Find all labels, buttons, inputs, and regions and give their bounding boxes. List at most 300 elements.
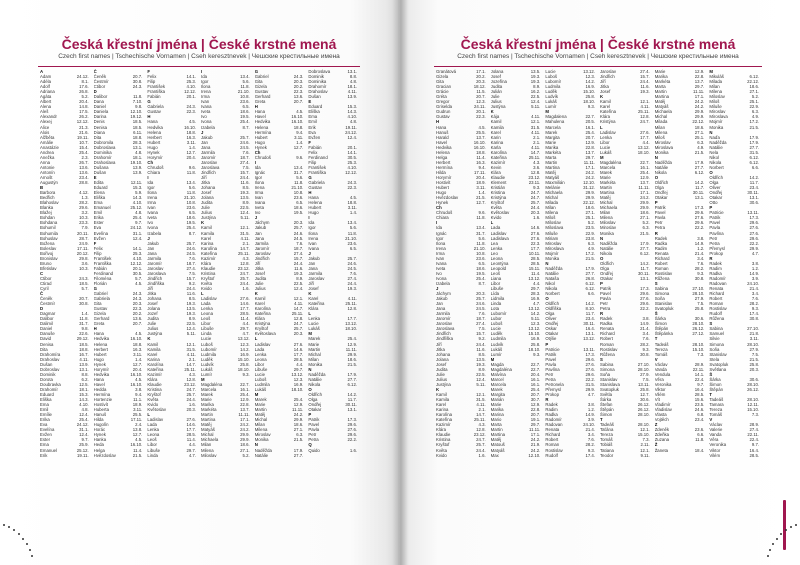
first-name: Jakub [201,134,213,140]
first-name: Hugo [308,210,319,216]
first-name: Dušana [93,164,109,170]
decorative-dot [18,533,20,535]
name-day-date: 24.4. [240,174,250,180]
first-name: Kamil [436,392,447,397]
first-name: Stanislav [709,351,727,357]
first-name: Miloslav [709,94,725,100]
name-day-date: 18.7. [293,245,304,251]
name-day-date: 3.11. [347,205,358,211]
name-day-date: 12.4. [476,376,486,382]
first-name: Lenka [600,134,612,140]
first-name: Fabián [93,265,107,271]
name-day-date: 9.6. [296,154,304,160]
first-name: Ch [436,205,442,211]
first-name: Horymír [436,174,452,180]
first-name: Jan [436,301,443,307]
name-day-date: 29.9. [585,190,596,196]
name-day-date: 23.12. [237,265,250,271]
name-day-date: 2.3. [81,154,89,160]
first-name: Pavel [545,356,557,362]
first-name: Jiří [147,286,154,292]
first-name: S [600,356,603,362]
name-day-date: 5.9. [135,190,143,196]
first-name: Gizela [436,74,449,80]
name-day-date: 22.2. [749,240,760,246]
first-name: Svatopluk [709,361,729,367]
name-day-date: 27.4. [640,69,650,74]
name-day-date: 11.4. [476,154,486,160]
name-day-date: 28.10. [747,381,760,387]
first-name: Petra [308,437,319,443]
first-name: J [436,286,439,292]
first-name: Ida [254,164,261,170]
first-name: Eduard [40,392,54,397]
first-name: Drahomír [308,84,327,90]
name-day-date: 12.1. [640,447,650,453]
name-day-date: 4.3. [188,371,197,377]
name-day-date: 30.7. [530,397,541,403]
first-name: Kryštof [254,326,269,332]
name-day-date: 12.4. [79,432,89,438]
name-day-date: 25.3. [132,250,143,256]
name-day-date: 11.6. [240,180,250,186]
name-day-date: 16.3. [132,346,143,352]
name-column [199,69,253,547]
name-day-date: 20.3. [186,407,197,413]
name-day-date: 27.9. [694,296,705,302]
first-name: Pavel [709,220,721,226]
first-name: Miloslav [600,220,616,226]
first-name: Kvido [490,215,502,221]
name-day-date: 16.10. [130,371,143,377]
name-day-date: 10.8. [186,200,197,206]
first-name: Kateřina [600,109,617,115]
name-day-date: 22.5. [186,321,197,327]
first-name: Miriam [545,235,559,241]
first-name: Patrik [709,215,721,221]
first-name: Libor [254,361,265,367]
first-name: Natálie [308,376,322,382]
first-name: Cyril [40,286,49,292]
name-day-date: 7.6. [587,437,596,443]
name-day-date: 11.7. [749,180,760,186]
first-name: Matěj [201,422,212,428]
name-day-date: 4.10. [186,84,197,90]
name-day-date: 17.11. [130,417,143,423]
name-day-date: 12.12. [345,169,358,175]
first-name: Karina [490,139,504,145]
name-day-date: 11.4. [240,316,250,322]
first-name: Bohumil [40,225,56,231]
name-day-date: 12.9. [640,174,650,180]
first-name: Petr [308,432,317,438]
name-day-date: 30.11. [638,270,650,276]
name-day-date: 20.3. [476,79,486,85]
name-day-date: 19.11. [77,134,89,140]
first-name: Julie [254,280,264,286]
name-day-date: 18.10. [528,346,541,352]
name-day-date: 12.9. [585,139,596,145]
first-name: F [147,69,150,74]
name-day-date: 5.2. [587,220,596,226]
first-name: Rostislav [545,447,563,453]
first-name: Roman [600,341,614,347]
first-name: Jolana [201,195,214,201]
first-name: Oliver [709,185,721,191]
name-day-date: 11.8. [695,437,705,443]
first-name: Klára [436,427,447,433]
name-day-date: 9.3. [587,447,596,453]
first-name: Irma [147,200,156,206]
name-day-date: 17.3. [640,286,650,292]
name-day-date: 10.8. [240,94,250,100]
name-day-date: 13.7. [640,180,650,186]
name-day-date: 22.7. [530,366,541,372]
first-name: Svatopluk [600,386,619,392]
first-name: Emanuel [93,205,111,211]
first-name: Šárka [600,397,612,403]
name-day-date: 4.5. [135,437,143,443]
name-day-date: 14.7. [293,306,304,312]
decorative-dot [13,529,15,531]
first-name: Justýna [436,381,451,387]
first-name: Pavla [308,427,320,433]
first-name: Kateřina [436,417,453,423]
first-name: Aleš [40,109,49,115]
first-name: Jakub [147,240,159,246]
first-name: Michal [254,417,268,423]
first-name: Oldřiška [545,306,562,312]
first-name: Grácie [436,89,449,95]
first-name: Markéta [201,407,217,413]
first-name: Kristina [147,386,162,392]
name-day-date: 4.5. [135,280,143,286]
first-name: Ester [93,220,104,226]
name-day-date: 10.7. [79,139,89,145]
name-day-date: 14.3. [132,195,143,201]
name-day-date: 6.12. [640,250,650,256]
first-name: I [254,159,256,165]
first-name: Karel [308,296,319,302]
first-name: Ilona [308,230,318,236]
first-name: Bruno [40,260,52,266]
first-name: Drahoslav [40,356,60,362]
name-day-date: 24.5. [476,306,486,312]
name-day-date: 8.7. [242,124,250,130]
first-name: Iveta [436,265,446,271]
first-name: Hortenzie [93,397,113,403]
name-day-date: 29.9. [293,417,304,423]
name-day-date: 28.10. [747,341,760,347]
name-day-date: 13.12. [528,306,541,312]
first-name: Helga [436,154,448,160]
first-name: Alois [40,129,50,135]
name-day-date: 24.7. [530,190,541,196]
first-name: N [654,154,658,160]
first-name: Q [308,442,312,448]
first-name: Jakub [436,296,448,302]
first-name: Kamil [490,119,502,125]
name-day-date: 21.10. [345,235,358,241]
name-day-date: 9.4. [478,164,486,170]
name-column [306,69,360,547]
name-day-date: 13.11. [747,210,760,216]
first-name: Linda [490,301,502,307]
first-name: Milan [308,356,319,362]
name-day-date: 13.7. [585,149,596,155]
first-name: Luboš [254,376,267,382]
first-name: Helena [436,149,450,155]
name-day-date: 25.7. [347,255,358,261]
first-name: N [709,129,713,135]
name-day-date: 23.6. [240,99,250,105]
name-day-date: 13.9. [79,361,89,367]
first-name: Karel [490,129,501,135]
first-name: Šimon [600,412,613,418]
name-day-date: 12.7. [132,432,143,438]
first-name: Ivana [147,210,158,216]
name-day-date: 6.6. [697,432,705,438]
first-name: Fabián [147,94,161,100]
name-day-date: 17.1. [530,432,541,438]
name-day-date: 4.3. [242,255,250,261]
name-day-date: 14.7. [186,361,197,367]
first-name: Naděžda [600,240,618,246]
name-day-date: 17.1. [585,164,596,170]
first-name: Alice [40,124,50,130]
name-day-date: 20.7. [585,134,596,140]
name-day-date: 21.4. [749,286,760,292]
first-name: Marina [490,412,504,418]
name-day-date: 5.2. [751,94,760,100]
first-name: Bohuslav [40,235,58,241]
first-name: Lumír [490,351,502,357]
first-name: Diana [93,129,105,135]
name-day-date: 19.3. [347,286,358,292]
first-name: Hanuš [93,412,107,418]
first-name: K [201,220,205,226]
first-name: Světlana [709,366,727,372]
name-day-date: 17.1. [240,417,250,423]
name-day-date: 24.3. [132,84,143,90]
first-name: Lukáš [600,149,612,155]
first-name: R [709,255,713,261]
name-day-date: 24.4. [186,397,197,403]
name-day-date: 18.6. [694,124,705,130]
first-name: Matyáš [490,447,505,453]
first-name: Filoména [93,275,112,281]
name-day-date: 18.10. [291,386,304,392]
first-name: Michaela [201,437,219,443]
first-name: Hubert [436,185,449,191]
first-name: Ch [147,159,154,165]
first-name: Vojtěch [654,417,669,423]
first-name: Drahoslava [93,159,116,165]
name-day-date: 10.3. [79,215,89,221]
first-name: Hana [254,109,265,115]
first-name: R [654,230,658,236]
first-name: Jitka [201,180,210,186]
name-day-date: 12.3. [240,341,250,347]
name-day-date: 25.5. [476,129,486,135]
first-name: J [308,250,311,256]
first-name: Jolana [147,306,161,312]
name-day-date: 24.7. [640,119,650,125]
name-day-date: 3.4. [642,331,650,337]
name-day-date: 30.5. [347,154,358,160]
name-day-date: 12.1. [476,392,486,397]
name-day-date: 30.11. [692,190,705,196]
first-name: Ema [40,402,49,408]
first-name: Matyáš [654,104,669,110]
name-day-date: 12.1. [640,99,650,105]
first-name: Lukáš [254,386,267,392]
first-name: Quido [308,447,320,453]
name-day-date: 3.11. [749,336,760,342]
name-day-date: 2.1. [478,407,486,413]
first-name: Patrik [600,286,611,292]
first-name: Ivo [201,114,207,120]
first-name: Milada [709,79,723,85]
name-day-date: 9.6. [478,210,486,216]
name-day-date: 22.12. [583,200,596,206]
name-day-date: 24.7. [530,195,541,201]
name-day-date: 28.5. [530,255,541,261]
first-name: Robert [600,336,613,342]
first-name: Emil [308,119,317,125]
first-name: Ivana [308,245,319,251]
first-name: Sabina [654,286,669,292]
first-name: Ilona [201,84,211,90]
first-name: Havel [93,381,105,387]
first-name: Zuzana [654,437,670,443]
first-name: Luděk [545,89,558,95]
name-day-date: 19.3. [186,301,197,307]
first-name: Richard [545,432,561,438]
name-day-date: 30.11. [345,402,358,408]
first-name: Emanuel [40,447,57,453]
name-day-date: 20.7. [530,412,541,418]
first-name: Griselda [436,104,453,110]
name-day-date: 6.3. [296,432,304,438]
name-day-date: 20.1. [186,94,197,100]
name-day-date: 28.2. [749,301,760,307]
name-day-date: 25.4. [79,149,89,155]
first-name: Lubomír [545,79,562,85]
first-name: Judita [490,84,503,90]
first-name: Milena [654,129,668,135]
first-name: Chrudoš [254,154,271,160]
first-name: Marcela [600,164,616,170]
name-day-date: 8.5. [478,351,486,357]
first-name: Teodor [600,452,614,458]
first-name: Evelína [40,427,55,433]
name-day-date: 13.7. [240,407,250,413]
name-day-date: 12.8. [293,316,304,322]
first-name: Naděžda [709,139,727,145]
first-name: Luboš [545,74,558,80]
name-day-date: 31.5. [530,124,541,130]
name-day-date: 13.6. [79,169,89,175]
name-day-date: 29.7. [240,326,250,332]
first-name: Darina [93,114,107,120]
first-name: Martin [654,89,667,95]
name-day-date: 4.12. [79,190,89,196]
first-name: Leontýna [490,260,509,266]
first-name: Drahomír [93,154,112,160]
name-day-date: 16.10. [184,124,197,130]
first-name: Matěj [600,195,611,201]
first-name: Ivan [308,240,317,246]
name-day-date: 4.11. [240,235,250,241]
name-day-date: 18.6. [293,422,304,428]
first-name: Denisa [40,341,54,347]
name-day-date: 25.12. [76,447,89,453]
name-day-date: 4.9. [751,114,760,120]
first-name: Ema [308,114,318,120]
name-day-date: 11.8. [240,84,250,90]
first-name: Kryštof [436,442,450,448]
first-name: Simona [600,366,615,372]
name-day-date: 11.4. [531,270,541,276]
first-name: Miroslav [254,432,271,438]
name-day-date: 1.2. [751,265,760,271]
first-name: Kateřina [147,366,164,372]
name-day-date: 27.6. [186,417,197,423]
first-name: Radim [545,407,558,413]
first-name: Hedvika [147,124,163,130]
name-day-date: 31.7. [476,230,486,236]
first-name: N [545,260,549,266]
name-day-date: 14.2. [640,260,650,266]
name-day-date: 30.5. [132,270,143,276]
first-name: Julie [436,371,445,377]
name-day-date: 31.5. [476,397,486,403]
name-day-date: 15.7. [476,331,486,337]
left-header-rule [38,66,360,67]
name-day-date: 16.1. [640,164,650,170]
name-day-date: 20.3. [132,301,143,307]
first-name: Karel [600,104,611,110]
first-name: Marta [654,84,666,90]
name-day-date: 19.5. [293,210,304,216]
name-day-date: 27.6. [640,296,650,302]
name-day-date: 6.6. [751,164,760,170]
first-name: R [600,311,604,317]
first-name: J [201,129,204,135]
first-name: Ludmila [254,381,270,387]
first-name: Julián [490,89,502,95]
first-name: Lukáš [308,326,320,332]
name-day-date: 31.5. [186,346,197,352]
first-name: Denis [93,119,105,125]
name-day-date: 15.3. [132,185,143,191]
first-name: Gréta [436,94,447,100]
name-day-date: 19.11. [77,452,89,458]
name-day-date: 8.9. [242,200,250,206]
first-name: Radim [709,265,722,271]
first-name: Dominika [308,79,327,85]
name-day-date: 6.8. [697,412,705,418]
name-day-date: 24.6. [347,260,358,266]
name-day-date: 24.7. [293,321,304,327]
name-day-date: 23.12. [528,174,541,180]
name-day-date: 18.6. [240,109,250,115]
name-day-date: 4.11. [476,402,486,408]
first-name: Radek [545,402,558,408]
first-name: Jitka [147,291,157,297]
name-day-date: 27.6. [585,361,596,367]
